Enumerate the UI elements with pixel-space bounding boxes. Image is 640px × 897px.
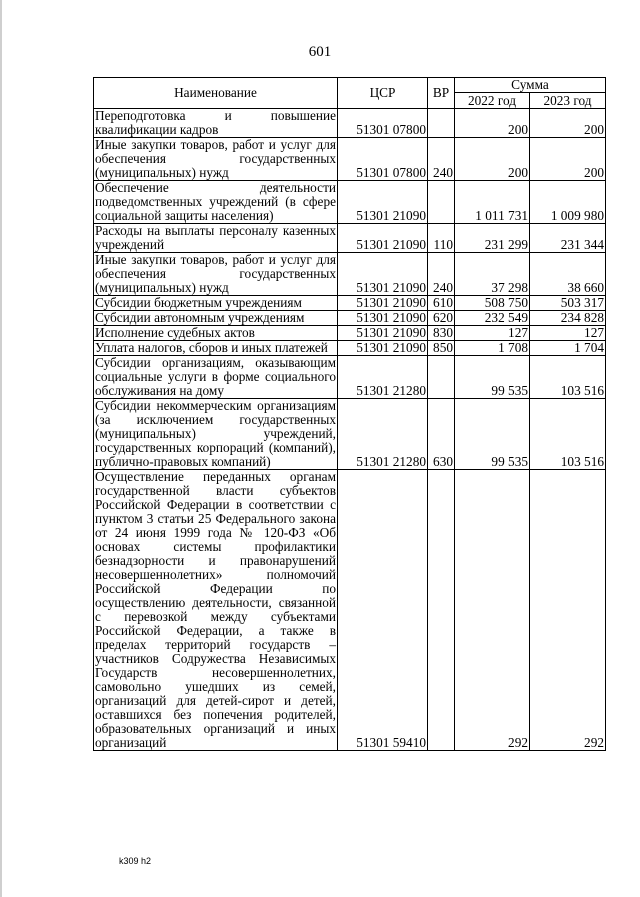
row-name: Иные закупки товаров, работ и услуг для обеспечения государственных (муниципальных) нужд xyxy=(95,252,336,295)
table-body xyxy=(94,109,606,751)
row-2022: 200 xyxy=(455,138,530,181)
row-vr: 610 xyxy=(428,296,455,311)
row-csr: 51301 21090 xyxy=(338,341,428,356)
row-2022: 99 535 xyxy=(455,399,530,470)
header-year-2023: 2023 год xyxy=(530,93,606,109)
table-row xyxy=(94,399,606,470)
row-vr: 110 xyxy=(428,224,455,253)
row-2022: 232 549 xyxy=(455,311,530,326)
row-name: Расходы на выплаты персоналу казенных учреждений xyxy=(95,223,336,252)
row-2023: 103 516 xyxy=(530,356,606,399)
row-vr xyxy=(428,470,455,751)
table-row xyxy=(94,253,606,296)
row-vr xyxy=(428,356,455,399)
row-name: Субсидии организациям, оказывающим социальные услуги в форме социального обслуживания на дому xyxy=(95,355,336,398)
row-csr: 51301 21090 xyxy=(338,253,428,296)
row-2022: 1 708 xyxy=(455,341,530,356)
row-csr: 51301 07800 xyxy=(338,109,428,138)
row-2022: 508 750 xyxy=(455,296,530,311)
row-vr: 830 xyxy=(428,326,455,341)
row-2022: 200 xyxy=(455,109,530,138)
row-vr: 620 xyxy=(428,311,455,326)
table-row xyxy=(94,296,606,311)
table-row xyxy=(94,311,606,326)
row-vr: 240 xyxy=(428,253,455,296)
row-csr: 51301 21090 xyxy=(338,326,428,341)
row-2023: 234 828 xyxy=(530,311,606,326)
row-vr: 240 xyxy=(428,138,455,181)
row-2022: 37 298 xyxy=(455,253,530,296)
row-name: Иные закупки товаров, работ и услуг для обеспечения государственных (муниципальных) нужд xyxy=(95,137,336,180)
table-row xyxy=(94,341,606,356)
row-name: Исполнение судебных актов xyxy=(94,326,338,341)
row-2023: 1 704 xyxy=(530,341,606,356)
table-row xyxy=(94,224,606,253)
table-row xyxy=(94,138,606,181)
budget-table xyxy=(93,77,606,751)
table-row xyxy=(94,470,606,751)
row-2023: 231 344 xyxy=(530,224,606,253)
row-2023: 1 009 980 xyxy=(530,181,606,224)
row-name: Уплата налогов, сборов и иных платежей xyxy=(94,341,338,356)
row-csr: 51301 59410 xyxy=(338,470,428,751)
row-name: Переподготовка и повышение квалификации кадров xyxy=(95,108,336,137)
row-name: Субсидии бюджетным учреждениям xyxy=(94,296,338,311)
header-vr: ВР xyxy=(428,78,455,109)
row-vr: 630 xyxy=(428,399,455,470)
row-name: Осуществление переданных органам государственной власти субъектов Российской Федерации в соответствии с пунктом 3 статьи 25 Федерального закона от 24 июня 1999 года № 120-ФЗ «Об основах системы профилактики безнадзорности и правонарушений несовершеннолетних» полномочий Российской Федерации по осуществлению деятельности, связанной с перевозкой между субъектами Российской Федерации, а также в пределах территорий государств – участников Содружества Независимых Государств несовершеннолетних, самовольно ушедших из семей, организаций для детей-сирот и детей, оставшихся без попечения родителей, образовательных организаций и иных организаций xyxy=(95,469,336,750)
scan-edge xyxy=(0,0,2,897)
header-csr: ЦСР xyxy=(338,78,428,109)
footer-code: k309 h2 xyxy=(119,856,152,866)
row-csr: 51301 21090 xyxy=(338,181,428,224)
row-vr xyxy=(428,109,455,138)
row-2023: 200 xyxy=(530,138,606,181)
header-year-2022: 2022 год xyxy=(455,93,530,109)
header-sum: Сумма xyxy=(455,78,606,93)
row-2022: 127 xyxy=(455,326,530,341)
row-2023: 103 516 xyxy=(530,399,606,470)
row-vr: 850 xyxy=(428,341,455,356)
row-vr xyxy=(428,181,455,224)
row-2023: 503 317 xyxy=(530,296,606,311)
row-csr: 51301 21090 xyxy=(338,311,428,326)
table-row xyxy=(94,181,606,224)
row-csr: 51301 21280 xyxy=(338,399,428,470)
row-2023: 292 xyxy=(530,470,606,751)
row-csr: 51301 21090 xyxy=(338,296,428,311)
row-2023: 127 xyxy=(530,326,606,341)
table-row xyxy=(94,109,606,138)
table-row xyxy=(94,356,606,399)
row-csr: 51301 07800 xyxy=(338,138,428,181)
row-2023: 38 660 xyxy=(530,253,606,296)
table-row xyxy=(94,326,606,341)
row-csr: 51301 21280 xyxy=(338,356,428,399)
row-2023: 200 xyxy=(530,109,606,138)
header-name: Наименование xyxy=(94,78,338,109)
row-2022: 292 xyxy=(455,470,530,751)
row-name: Обеспечение деятельности подведомственных учреждений (в сфере социальной защиты населения) xyxy=(95,180,336,223)
row-csr: 51301 21090 xyxy=(338,224,428,253)
row-2022: 231 299 xyxy=(455,224,530,253)
row-2022: 99 535 xyxy=(455,356,530,399)
row-name: Субсидии некоммерческим организациям (за исключением государственных (муниципальных) учреждений, государственных корпораций (компаний), публично-правовых компаний) xyxy=(95,398,336,469)
row-name: Субсидии автономным учреждениям xyxy=(94,311,338,326)
row-2022: 1 011 731 xyxy=(455,181,530,224)
page-number: 601 xyxy=(308,44,332,60)
